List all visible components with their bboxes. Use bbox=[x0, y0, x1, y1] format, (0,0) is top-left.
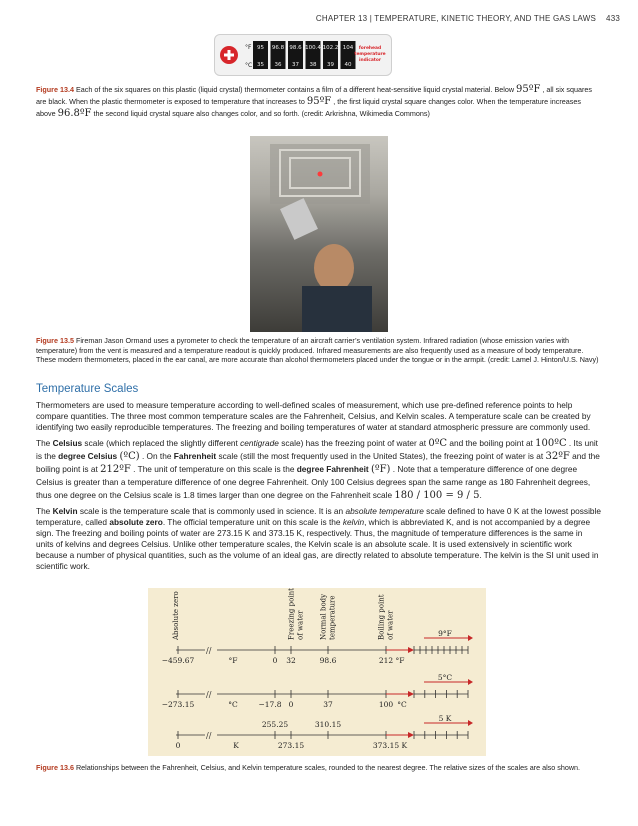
caption-text: Each of the six squares on this plastic (liquid crystal) thermometer contains a film of a different heat-sensitive liquid crystal material. Below bbox=[73, 85, 517, 94]
scales-svg bbox=[148, 588, 486, 756]
scale-value: 373.15 K bbox=[372, 741, 408, 750]
paragraph-intro: Thermometers are used to measure temperature according to well-defined scales of measurement, which use pre-defined reference points to help compare quantities. The three most common temperature scales are the Fahrenheit, Celsius, and Kelvin scales. A temperature scale can be created by identifying two easily reproducible temperatures. The freezing and boiling temperatures of water at standard atmospheric pressure are commonly used. bbox=[36, 400, 591, 432]
ruler-arrowhead bbox=[468, 635, 473, 641]
math-inline: 212ºF bbox=[100, 464, 131, 475]
ruler-label: 9°F bbox=[438, 629, 452, 638]
thermo-c-value: 36 bbox=[274, 62, 282, 68]
thermo-c-value: 35 bbox=[257, 62, 264, 68]
scale-value: 0 bbox=[175, 741, 181, 750]
fireman-pyrometer-photo bbox=[250, 136, 388, 332]
paragraph-kelvin: The Kelvin scale is the temperature scale that is commonly used in science. It is an absolute temperature scale defined to have 0 K at the lowest possible temperature, called absolute zero. The official temperature unit on this scale is the kelvin, which is abbreviated K, and is not accompanied by a degree sign. The freezing and boiling points of water are 273.15 K and 373.15 K, respectively. Thus, the magnitude of temperature differences is the same in units of kelvins and degrees Celsius. Unlike other temperature scales, the Kelvin scale is an absolute scale. It is used extensively in scientific work because a number of physical quantities, such as the volume of an ideal gas, are directly related to absolute temperature. The kelvin is the SI unit used in scientific work. bbox=[36, 506, 601, 571]
term-kelvin-unit: kelvin bbox=[342, 517, 365, 527]
scale-value: 255.25 bbox=[261, 720, 289, 729]
thermo-f-value: 104 bbox=[342, 45, 354, 51]
scale-value: −17.8 bbox=[258, 700, 282, 709]
figure-label: Figure 13.6 bbox=[36, 763, 74, 772]
scale-value: 0 bbox=[288, 700, 294, 709]
caption-text: , all six squares are black. When the plastic thermometer is exposed to temperature that increases to bbox=[36, 85, 592, 106]
figure-label: Figure 13.4 bbox=[36, 85, 74, 94]
thermo-unit-f: °F bbox=[245, 44, 252, 51]
thermo-f-value: 100.4 bbox=[305, 45, 321, 51]
scale-arrowhead bbox=[408, 732, 414, 738]
caption-text: , the first liquid crystal square changes color. When the temperature increases above bbox=[36, 97, 581, 118]
scale-value: 212 bbox=[378, 656, 394, 665]
caption-text: the second liquid crystal square also changes color, and so forth. (credit: Arkrishna, Wikimedia Commons) bbox=[91, 109, 430, 118]
diagram-vertical-label: Absolute zero bbox=[172, 591, 180, 640]
scale-unit: °C bbox=[397, 700, 407, 709]
math-inline: 95ºF bbox=[306, 96, 332, 107]
scale-unit: K bbox=[233, 741, 239, 750]
caption-text: Relationships between the Fahrenheit, Celsius, and Kelvin temperature scales, rounded to the nearest degree. The relative sizes of the scales are also shown. bbox=[73, 763, 581, 772]
math-inline: 180 / 100 = 9 / 5 bbox=[394, 490, 480, 501]
liquid-crystal-thermometer-image bbox=[214, 34, 392, 76]
scale-value: 37 bbox=[323, 700, 333, 709]
diagram-vertical-label: Freezing point bbox=[287, 588, 296, 640]
section-title: Temperature Scales bbox=[36, 383, 139, 395]
scale-unit: °F bbox=[228, 656, 238, 665]
thermo-f-value: 98.6 bbox=[289, 45, 302, 51]
math-inline: (ºF) bbox=[370, 464, 391, 475]
ruler-label: 5 K bbox=[438, 714, 452, 723]
scale-value: 273.15 bbox=[277, 741, 305, 750]
diagram-vertical-label: of water bbox=[296, 610, 305, 640]
axis-break: // bbox=[206, 690, 212, 699]
term-kelvin: Kelvin bbox=[52, 506, 78, 516]
figure-label: Figure 13.5 bbox=[36, 336, 74, 345]
axis-break: // bbox=[206, 731, 212, 740]
scale-value: −273.15 bbox=[161, 700, 195, 709]
thermo-label-3: indicator bbox=[358, 58, 382, 63]
thermo-c-value: 38 bbox=[309, 62, 317, 68]
thermo-f-value: 96.8 bbox=[271, 45, 285, 51]
figure-13-6-caption bbox=[36, 762, 602, 774]
math-inline: 100ºC bbox=[535, 438, 567, 449]
thermo-c-value: 37 bbox=[292, 62, 299, 68]
term-degree-celsius: degree Celsius bbox=[58, 451, 118, 461]
thermo-c-value: 39 bbox=[327, 62, 334, 68]
scale-arrowhead bbox=[408, 647, 414, 653]
scale-unit: °F bbox=[395, 656, 405, 665]
diagram-vertical-label: temperature bbox=[328, 595, 337, 640]
math-inline: (ºC) bbox=[119, 451, 140, 462]
ruler-label: 5°C bbox=[437, 673, 453, 682]
math-inline: 95ºF bbox=[516, 84, 541, 95]
figure-13-4-caption bbox=[36, 84, 602, 120]
term-absolute-zero: absolute zero bbox=[109, 517, 163, 527]
thermo-c-value: 40 bbox=[344, 62, 352, 68]
term-degree-fahrenheit: degree Fahrenheit bbox=[296, 464, 369, 474]
thermo-f-value: 95 bbox=[257, 45, 264, 51]
chapter-title: CHAPTER 13 | TEMPERATURE, KINETIC THEORY, AND THE GAS LAWS bbox=[315, 14, 597, 23]
math-inline: 0ºC bbox=[428, 438, 448, 449]
scale-value: 98.6 bbox=[319, 656, 337, 665]
diagram-vertical-label: Boiling point bbox=[377, 594, 386, 640]
diagram-vertical-label: of water bbox=[386, 610, 395, 640]
scale-value: 100 bbox=[378, 700, 394, 709]
ruler-arrowhead bbox=[468, 679, 473, 685]
diagram-vertical-label: Normal body bbox=[319, 593, 328, 640]
scale-value: 310.15 bbox=[314, 720, 342, 729]
thermo-label-1: forehead bbox=[358, 46, 382, 51]
figure-13-5-caption bbox=[36, 336, 602, 365]
paragraph-celsius-fahrenheit: The Celsius scale (which replaced the slightly different centigrade scale) has the freezing point of water at 0ºC and the boiling point at 100ºC . Its unit is the degree Celsius (ºC) . On the Fahrenheit scale (still the most frequently used in the United States), the freezing point of water is at 32ºF and the boiling point is at 212ºF . The unit of temperature on this scale is the degree Fahrenheit (ºF) . Note that a temperature difference of one degree Celsius is greater than a temperature difference of one degree Fahrenheit. Only 100 Celsius degrees span the same range as 180 Fahrenheit degrees, thus one degree on the Celsius scale is 1.8 times larger than one degree on the Fahrenheit scale 180 / 100 = 9 / 5. bbox=[36, 438, 600, 501]
term-centigrade: centigrade bbox=[240, 438, 279, 448]
body-text bbox=[36, 400, 602, 576]
thermo-label-2: temperature bbox=[354, 52, 386, 57]
caption-text: Fireman Jason Ormand uses a pyrometer to check the temperature of an aircraft carrier’s ventilation system. Infrared radiation (whose emission varies with temperature) from the vent is measured and a temperature readout is quickly produced. Infrared measurements are also frequently used as a measure of body temperature. These modern thermometers, placed in the ear canal, are more accurate than alcohol thermometers placed under the tongue or in the armpit. (credit: Lamel J. Hinton/U.S. Navy) bbox=[36, 336, 599, 364]
temperature-scales-diagram bbox=[148, 588, 486, 756]
scale-value: 32 bbox=[286, 656, 296, 665]
ruler-arrowhead bbox=[468, 720, 473, 726]
math-inline: 32ºF bbox=[545, 451, 570, 462]
running-header bbox=[316, 14, 620, 23]
page-number: 433 bbox=[606, 14, 620, 23]
term-fahrenheit: Fahrenheit bbox=[173, 451, 217, 461]
axis-break: // bbox=[206, 646, 212, 655]
scale-arrowhead bbox=[408, 691, 414, 697]
scale-unit: °C bbox=[228, 700, 238, 709]
scale-value: 0 bbox=[272, 656, 278, 665]
term-absolute-temperature: absolute temperature bbox=[345, 506, 424, 516]
term-celsius: Celsius bbox=[52, 438, 83, 448]
scale-value: −459.67 bbox=[161, 656, 195, 665]
math-inline: 96.8ºF bbox=[57, 108, 92, 119]
thermo-f-value: 102.2 bbox=[322, 45, 339, 51]
thermo-unit-c: °C bbox=[245, 62, 253, 69]
